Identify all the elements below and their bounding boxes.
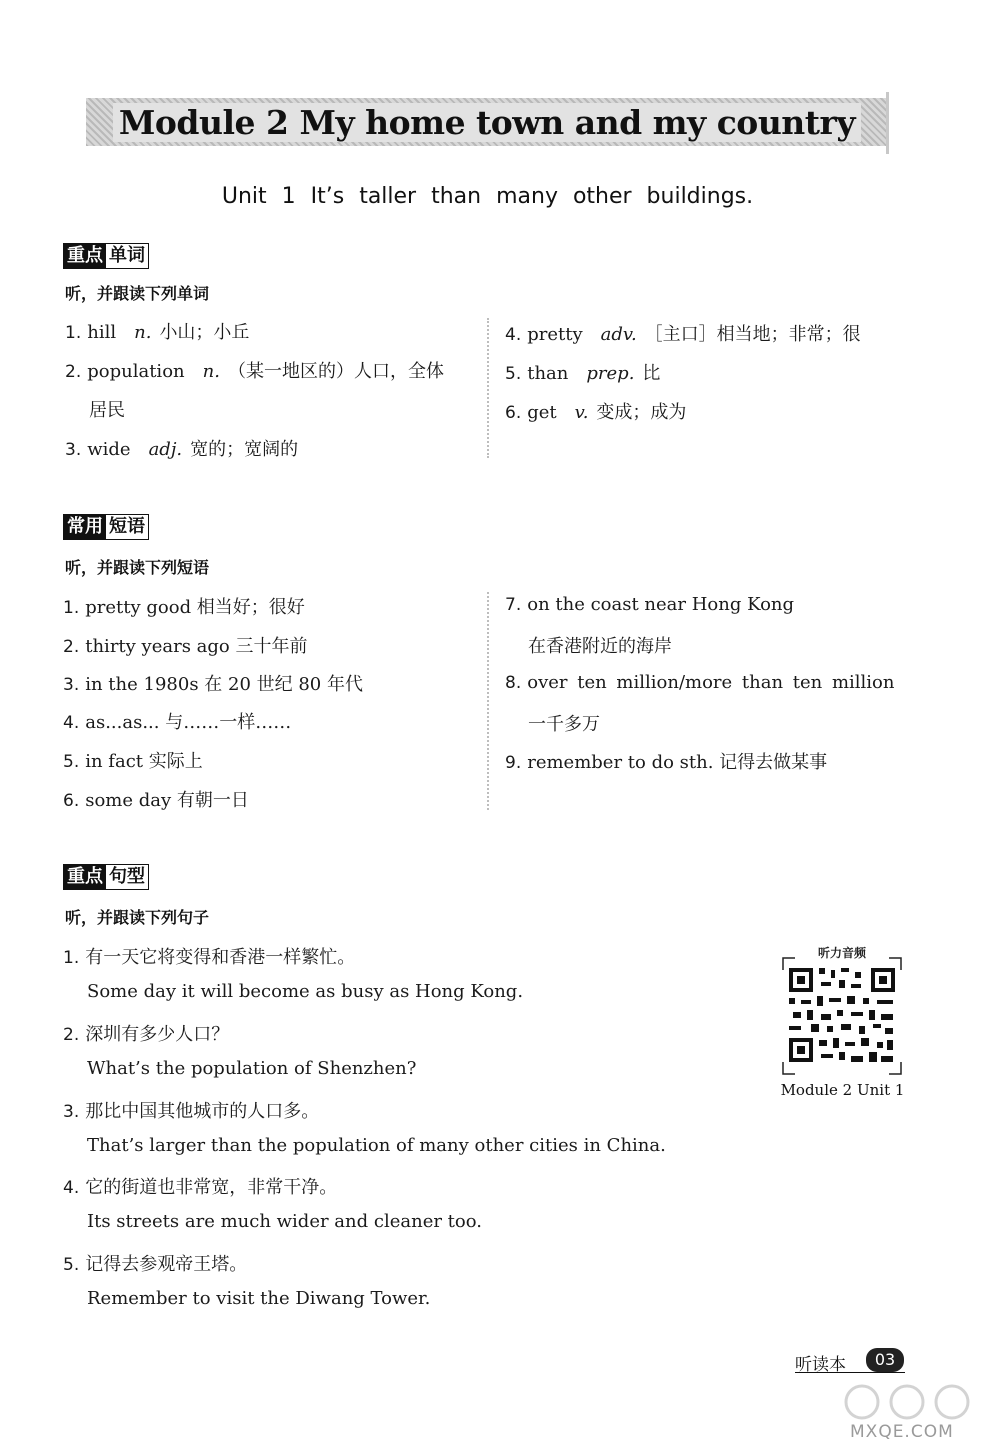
- footer-book-label: 听读本: [795, 1355, 846, 1375]
- watermark-text: MXQE.COM: [850, 1422, 954, 1442]
- word-text: pretty: [527, 324, 583, 345]
- sentences-instruction: 听，并跟读下列句子: [65, 908, 210, 927]
- item-number: 8.: [505, 673, 522, 693]
- phrase-text: over ten million/more than ten million: [527, 672, 895, 693]
- section-tag-key-sentences: [63, 864, 149, 890]
- sentence-zh-text: 深圳有多少人口？: [85, 1024, 230, 1045]
- item-number: 4.: [63, 1178, 80, 1198]
- phrase-item: [505, 594, 794, 615]
- item-number: 9.: [505, 753, 522, 773]
- word-item: [65, 357, 444, 383]
- sentence-zh-text: 有一天它将变得和香港一样繁忙。: [85, 947, 356, 968]
- item-number: 1.: [65, 323, 82, 343]
- item-number: 6.: [63, 791, 80, 811]
- phrase-item: [63, 747, 203, 773]
- footer-rule: [795, 1372, 905, 1373]
- tag-light-part: 短语: [106, 515, 148, 539]
- tag-light-part: 句型: [106, 865, 148, 889]
- word-text: population: [87, 361, 185, 382]
- part-of-speech: adj.: [148, 439, 183, 460]
- banner-edge-rule: [886, 92, 889, 154]
- phrase-item: [63, 708, 291, 734]
- phrase-text: on the coast near Hong Kong: [527, 594, 795, 615]
- word-text: hill: [87, 322, 117, 343]
- sentence-chinese: [63, 1020, 229, 1046]
- word-meaning: 宽的；宽阔的: [190, 439, 299, 460]
- phrase-item: [505, 748, 827, 774]
- sentence-english: Remember to visit the Diwang Tower.: [87, 1288, 431, 1309]
- tag-dark-part: 重点: [64, 244, 106, 268]
- sentence-english: Its streets are much wider and cleaner too.: [87, 1211, 482, 1232]
- word-item: [65, 318, 249, 344]
- phrase-item: [505, 672, 895, 693]
- sentence-zh-text: 那比中国其他城市的人口多。: [85, 1101, 320, 1122]
- item-number: 4.: [505, 325, 522, 345]
- phrase-text: some day 有朝一日: [85, 790, 249, 811]
- item-number: 7.: [505, 595, 522, 615]
- word-item: [505, 398, 686, 424]
- sentence-chinese: [63, 943, 355, 969]
- word-meaning: （某一地区的）人口，全体: [227, 361, 444, 382]
- word-item: [65, 435, 298, 461]
- word-item: [505, 359, 660, 385]
- word-meaning-continued: 居民: [89, 400, 125, 421]
- section-tag-common-phrases: [63, 514, 149, 540]
- tag-light-part: 单词: [106, 244, 148, 268]
- item-number: 6.: [505, 403, 522, 423]
- item-number: 3.: [65, 440, 82, 460]
- part-of-speech: n.: [202, 361, 220, 382]
- unit-title: Unit 1 It’s taller than many other buildings.: [221, 184, 754, 209]
- word-text: than: [527, 363, 569, 384]
- phrase-text: remember to do sth. 记得去做某事: [527, 752, 828, 773]
- words-instruction: 听，并跟读下列单词: [65, 284, 210, 303]
- part-of-speech: n.: [134, 322, 152, 343]
- tag-dark-part: 重点: [64, 865, 106, 889]
- phrase-text: in fact 实际上: [85, 751, 203, 772]
- item-number: 2.: [65, 362, 82, 382]
- phrase-item: [63, 786, 249, 812]
- word-item: [505, 320, 861, 346]
- qr-label: 听力音频: [817, 946, 866, 960]
- column-divider: [487, 592, 489, 810]
- item-number: 1.: [63, 598, 80, 618]
- item-number: 1.: [63, 948, 80, 968]
- sentence-zh-text: 它的街道也非常宽，非常干净。: [85, 1177, 338, 1198]
- item-number: 3.: [63, 1102, 80, 1122]
- phrase-text: as...as... 与……一样……: [85, 712, 292, 733]
- phrase-text-continued: 一千多万: [528, 714, 600, 735]
- sentence-chinese: [63, 1250, 247, 1276]
- phrase-text: thirty years ago 三十年前: [85, 636, 308, 657]
- item-number: 2.: [63, 637, 80, 657]
- word-meaning: 小山；小丘: [159, 322, 250, 343]
- phrase-item: [63, 670, 363, 696]
- sentence-zh-text: 记得去参观帝王塔。: [85, 1254, 248, 1275]
- sentence-chinese: [63, 1173, 337, 1199]
- phrase-text-continued: 在香港附近的海岸: [528, 636, 672, 657]
- item-number: 5.: [63, 1255, 80, 1275]
- module-title-banner: [86, 98, 888, 146]
- section-tag-key-words: [63, 243, 149, 269]
- audio-qr-block[interactable]: [781, 944, 903, 1076]
- sentence-english: Some day it will become as busy as Hong Kong.: [87, 981, 524, 1002]
- sentence-chinese: [63, 1097, 319, 1123]
- column-divider: [487, 318, 489, 458]
- phrase-item: [63, 632, 307, 658]
- module-title: Module 2 My home town and my country: [113, 103, 861, 142]
- item-number: 3.: [63, 675, 80, 695]
- sentence-english: That’s larger than the population of many other cities in China.: [87, 1135, 666, 1156]
- tag-dark-part: 常用: [64, 515, 106, 539]
- phrase-item: [63, 593, 305, 619]
- part-of-speech: adv.: [600, 324, 637, 345]
- phrases-instruction: 听，并跟读下列短语: [65, 558, 210, 577]
- word-meaning: ［主口］相当地；非常；很: [644, 324, 861, 345]
- page-number-badge: 03: [866, 1348, 904, 1372]
- part-of-speech: prep.: [586, 363, 635, 384]
- word-text: get: [527, 402, 557, 423]
- part-of-speech: v.: [574, 402, 589, 423]
- sentence-english: What’s the population of Shenzhen?: [87, 1058, 417, 1079]
- item-number: 5.: [505, 364, 522, 384]
- phrase-text: pretty good 相当好；很好: [85, 597, 305, 618]
- phrase-text: in the 1980s 在 20 世纪 80 年代: [85, 674, 363, 695]
- item-number: 5.: [63, 752, 80, 772]
- qr-code-icon[interactable]: [781, 956, 903, 1076]
- word-meaning: 比: [642, 363, 661, 384]
- word-meaning: 变成；成为: [596, 402, 687, 423]
- word-text: wide: [87, 439, 131, 460]
- qr-caption: Module 2 Unit 1: [780, 1081, 905, 1099]
- item-number: 4.: [63, 713, 80, 733]
- item-number: 2.: [63, 1025, 80, 1045]
